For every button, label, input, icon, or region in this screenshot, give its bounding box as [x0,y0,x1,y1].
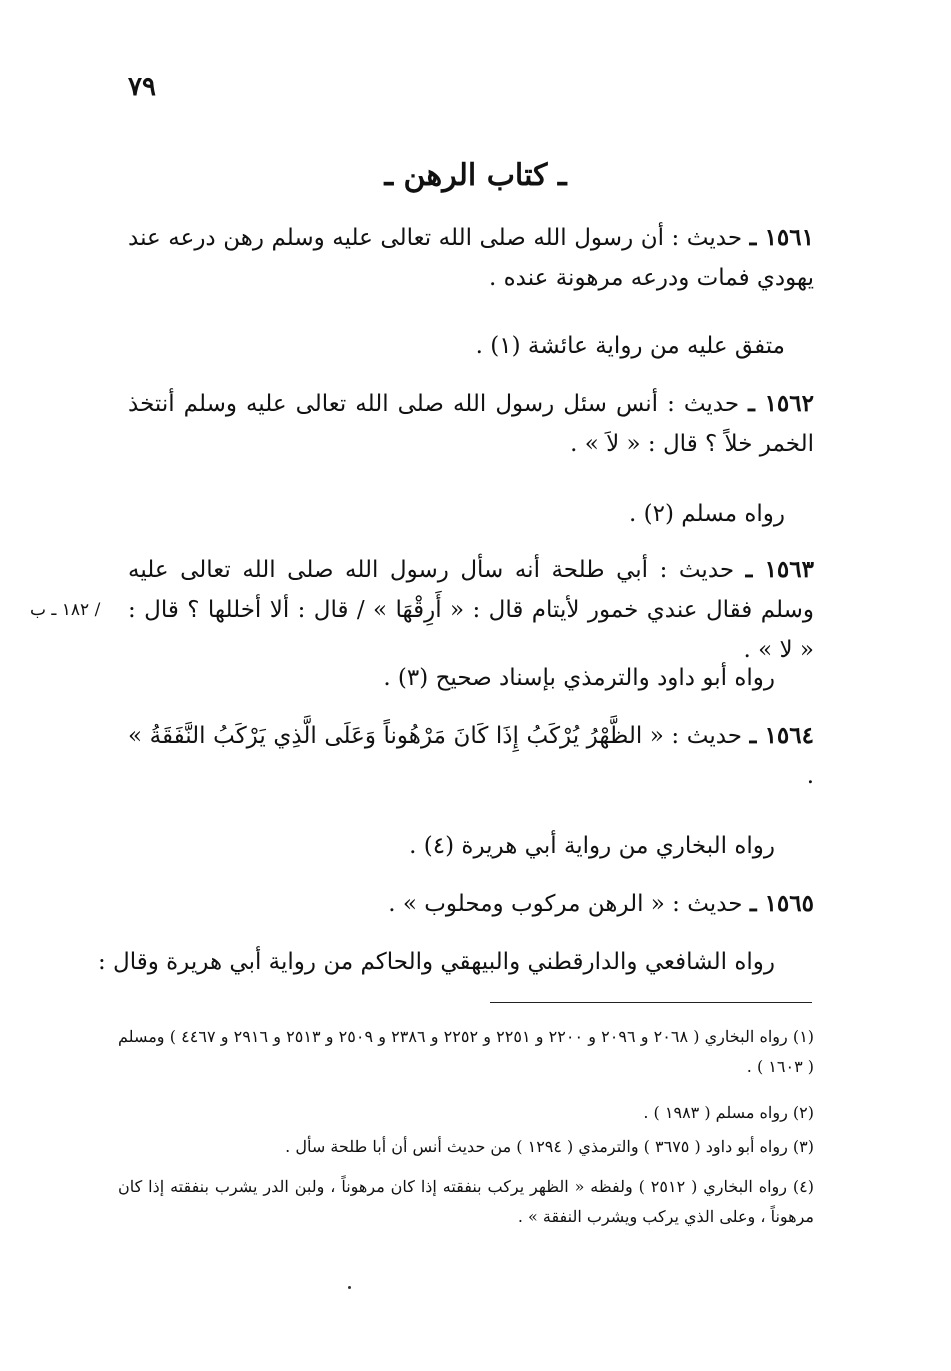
hadith-source: رواه البخاري من رواية أبي هريرة (٤) . [409,833,775,859]
hadith-number: ١٥٦١ ـ [749,224,814,251]
hadith-1564 [128,716,814,796]
hadith-number: ١٥٦٢ ـ [748,390,814,417]
footnote-divider [490,1002,812,1003]
hadith-source: متفق عليه من رواية عائشة (١) . [475,333,785,359]
hadith-source: رواه أبو داود والترمذي بإسناد صحيح (٣) . [383,665,775,691]
hadith-text: حديث : « الرهن مركوب ومحلوب » . [388,891,743,917]
page-number: ٧٩ [128,72,156,102]
footnote-1: (١) رواه البخاري ( ٢٠٦٨ و ٢٠٩٦ و ٢٢٠٠ و ٢٢٥١ و ٢٢٥٢ و ٢٣٨٦ و ٢٥٠٩ و ٢٥١٣ و ٢٩١٦ و ٤٤٦٧ ) ومسلم ( ١٦٠٣ ) . [118,1027,815,1076]
hadith-text: حديث : أن رسول الله صلى الله تعالى عليه وسلم رهن درعه عند يهودي فمات ودرعه مرهونة عنده . [128,225,814,291]
hadith-text: حديث : أبي طلحة أنه سأل رسول الله صلى الله تعالى عليه وسلم فقال عندي خمور لأيتام قال : « أَرِقْهَا » / قال : ألا أخللها ؟ قال : « لا » . [128,557,814,663]
hadith-source: رواه مسلم (٢) . [629,501,785,527]
hadith-1562 [128,384,814,464]
hadith-1565 [128,884,814,924]
hadith-text: حديث : « الظَّهْرُ يُرْكَبُ إِذَا كَانَ مَرْهُوناً وَعَلَى الَّذِي يَرْكَبُ النَّفَقَةُ » . [128,723,814,789]
hadith-text: حديث : أنس سئل رسول الله صلى الله تعالى عليه وسلم أنتخذ الخمر خلاً ؟ قال : « لاَ » . [128,391,814,457]
hadith-number: ١٥٦٥ ـ [749,890,814,917]
hadith-number: ١٥٦٣ ـ [745,556,814,583]
footnote-3: (٣) رواه أبو داود ( ٣٦٧٥ ) والترمذي ( ١٢٩٤ ) من حديث أنس أن أبا طلحة سأل . [285,1137,814,1156]
hadith-number: ١٥٦٤ ـ [749,722,814,749]
footnote-2: (٢) رواه مسلم ( ١٩٨٣ ) . [643,1103,814,1122]
chapter-title: ـ كتاب الرهن ـ [384,158,567,193]
print-speck [348,1286,351,1289]
hadith-1561 [128,218,814,298]
footnote-4: (٤) رواه البخاري ( ٢٥١٢ ) ولفظه « الظهر يركب بنفقته إذا كان مرهوناً ، ولبن الدر يشرب بنفقته إذا كان مرهوناً ، وعلى الذي يركب ويشرب النفقة » . [118,1177,815,1226]
hadith-1563 [128,550,814,670]
hadith-source: رواه الشافعي والدارقطني والبيهقي والحاكم من رواية أبي هريرة وقال : [97,949,775,975]
margin-note: / ١٨٢ ـ ب [30,600,101,620]
